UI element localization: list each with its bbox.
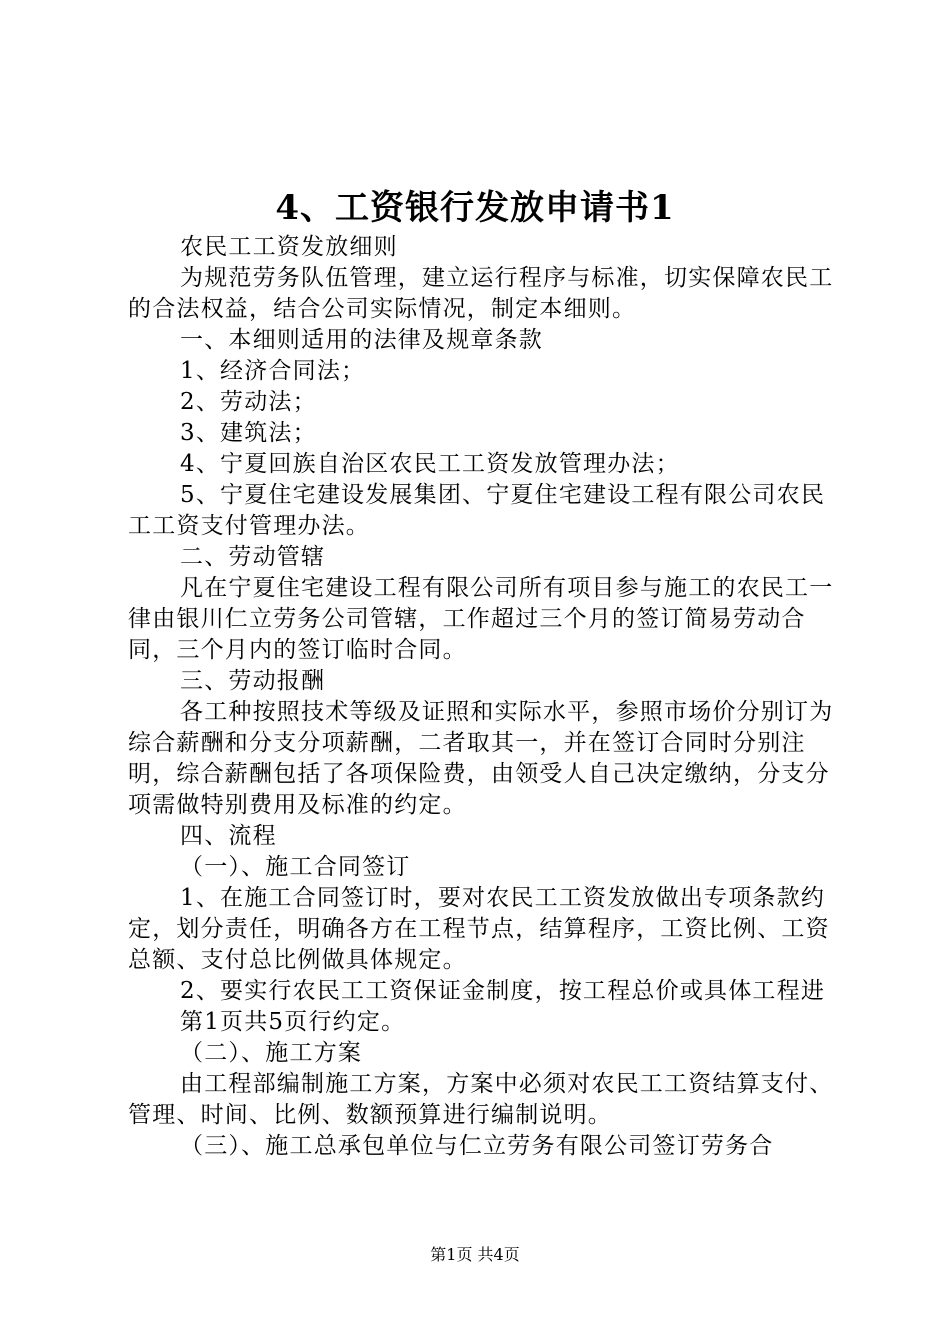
list-item: 4、宁夏回族自治区农民工工资发放管理办法； xyxy=(180,451,680,477)
document-body xyxy=(128,232,840,1162)
paragraph: 由工程部编制施工方案，方案中必须对农民工工资结算支付、管理、时间、比例、数额预算进行编制说明。 xyxy=(128,1071,834,1128)
list-item: 3、建筑法； xyxy=(180,420,317,446)
list-item: 5、宁夏住宅建设发展集团、宁夏住宅建设工程有限公司农民工工资支付管理办法。 xyxy=(128,482,826,539)
section-heading: 二、劳动管辖 xyxy=(180,544,326,570)
subsection-heading: （二）、施工方案 xyxy=(180,1040,363,1066)
list-item: 2、要实行农民工工资保证金制度，按工程总价或具体工程进 xyxy=(180,978,826,1004)
paragraph: 第1页共5页行约定。 xyxy=(180,1009,406,1035)
subsection-heading: （一）、施工合同签订 xyxy=(180,854,411,880)
paragraph: 为规范劳务队伍管理，建立运行程序与标准，切实保障农民工的合法权益，结合公司实际情况，制定本细则。 xyxy=(128,265,834,322)
section-heading: 四、流程 xyxy=(180,823,277,849)
paragraph: 凡在宁夏住宅建设工程有限公司所有项目参与施工的农民工一律由银川仁立劳务公司管辖，工作超过三个月的签订简易劳动合同，三个月内的签订临时合同。 xyxy=(128,575,834,663)
list-item: 2、劳动法； xyxy=(180,389,317,415)
document-title: 4、工资银行发放申请书1 xyxy=(275,188,675,228)
list-item: 1、经济合同法； xyxy=(180,358,366,384)
subsection-heading: （三）、施工总承包单位与仁立劳务有限公司签订劳务合 xyxy=(180,1133,774,1159)
list-item: 1、在施工合同签订时，要对农民工工资发放做出专项条款约定，划分责任，明确各方在工程节点，结算程序，工资比例、工资总额、支付总比例做具体规定。 xyxy=(128,885,830,973)
section-heading: 一、本细则适用的法律及规章条款 xyxy=(180,327,543,353)
paragraph: 各工种按照技术等级及证照和实际水平，参照市场价分别订为综合薪酬和分支分项薪酬，二者取其一，并在签订合同时分别注明，综合薪酬包括了各项保险费，由领受人自己决定缴纳，分支分项需做特别费用及标准的约定。 xyxy=(128,699,834,818)
section-heading: 三、劳动报酬 xyxy=(180,668,326,694)
paragraph: 农民工工资发放细则 xyxy=(180,234,398,260)
page-footer: 第1页 共4页 xyxy=(430,1245,520,1264)
